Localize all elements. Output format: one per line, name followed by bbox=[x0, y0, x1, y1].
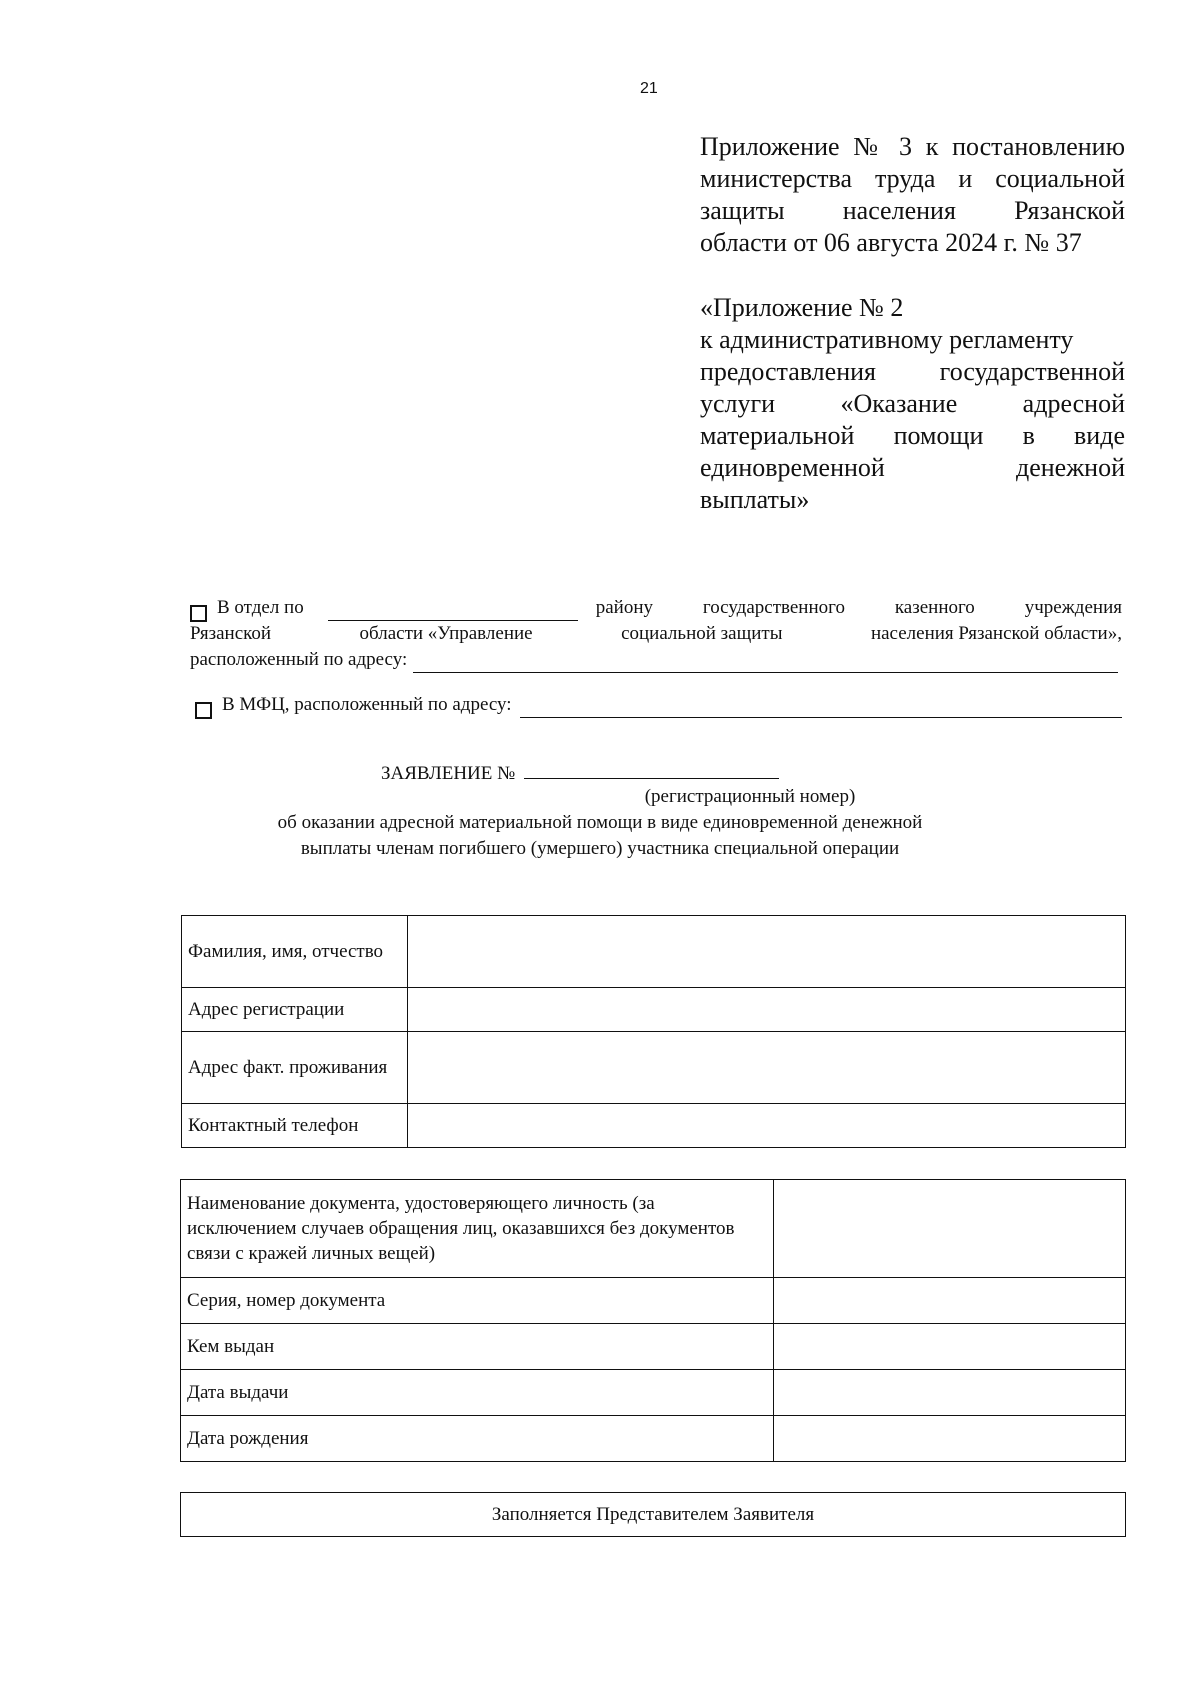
table-row bbox=[182, 988, 1126, 1032]
table-row bbox=[182, 1032, 1126, 1104]
document-field-value[interactable] bbox=[774, 1180, 1126, 1278]
personal-field-label: Адрес факт. проживания bbox=[182, 1032, 408, 1104]
reg-number-hint: (регистрационный номер) bbox=[644, 786, 856, 807]
application-title: ЗАЯВЛЕНИЕ № bbox=[380, 763, 516, 784]
annex-regulation-line: предоставления государственной bbox=[700, 357, 1125, 386]
table-row bbox=[181, 1416, 1126, 1462]
personal-field-label: Контактный телефон bbox=[182, 1104, 408, 1148]
department-line2-part: Рязанской bbox=[190, 623, 272, 644]
personal-field-label: Адрес регистрации bbox=[182, 988, 408, 1032]
table-row bbox=[182, 1104, 1126, 1148]
district-input-line[interactable] bbox=[328, 600, 578, 621]
document-field-value[interactable] bbox=[774, 1278, 1126, 1324]
annex-regulation-line: выплаты» bbox=[700, 485, 810, 514]
mfc-address-input-line[interactable] bbox=[520, 697, 1122, 718]
application-title-row bbox=[0, 758, 1200, 787]
personal-field-value[interactable] bbox=[408, 1104, 1126, 1148]
department-line2-part: населения Рязанской области», bbox=[870, 623, 1122, 644]
table-row bbox=[181, 1370, 1126, 1416]
document-field-label: Кем выдан bbox=[181, 1324, 774, 1370]
personal-field-value[interactable] bbox=[408, 988, 1126, 1032]
mfc-address-label: В МФЦ, расположенный по адресу: bbox=[222, 694, 512, 715]
personal-field-value[interactable] bbox=[408, 916, 1126, 988]
document-field-label: Серия, номер документа bbox=[181, 1278, 774, 1324]
application-subtitle-line: выплаты членам погибшего (умершего) участника специальной операции bbox=[300, 838, 900, 859]
annex-decree-line: защиты населения Рязанской bbox=[700, 196, 1125, 225]
personal-info-table bbox=[181, 915, 1126, 1148]
department-line2-part: социальной защиты bbox=[621, 623, 783, 644]
department-option bbox=[190, 595, 1122, 673]
annex-regulation-reference bbox=[700, 292, 1125, 516]
annex-regulation-line: услуги «Оказание адресной bbox=[700, 389, 1125, 418]
document-field-value[interactable] bbox=[774, 1324, 1126, 1370]
table-row bbox=[181, 1278, 1126, 1324]
representative-section-label: Заполняется Представителем Заявителя bbox=[181, 1493, 1126, 1537]
representative-section-table bbox=[180, 1492, 1126, 1537]
application-subtitle-line: об оказании адресной материальной помощи в виде единовременной денежной bbox=[277, 812, 923, 833]
department-prefix: В отдел по bbox=[217, 597, 304, 618]
table-row bbox=[181, 1180, 1126, 1278]
document-field-label: Наименование документа, удостоверяющего личность (за исключением случаев обращения лиц, оказавшихся без документов связи с кражей личных вещей) bbox=[181, 1180, 774, 1278]
mfc-option bbox=[195, 692, 1122, 718]
page-number: 21 bbox=[640, 80, 658, 97]
document-field-label: Дата рождения bbox=[181, 1416, 774, 1462]
annex-decree-reference bbox=[700, 131, 1125, 259]
annex-decree-line: области от 06 августа 2024 г. № 37 bbox=[700, 228, 1082, 257]
document-field-value[interactable] bbox=[774, 1370, 1126, 1416]
annex-decree-line: Приложение № 3 к постановлению bbox=[700, 132, 1125, 161]
department-middle-text: району государственного казенного учреждения bbox=[595, 597, 1122, 618]
department-address-label: расположенный по адресу: bbox=[190, 649, 408, 670]
annex-regulation-line: материальной помощи в виде bbox=[700, 421, 1125, 450]
department-address-input-line[interactable] bbox=[413, 652, 1118, 673]
reg-number-input-line[interactable] bbox=[524, 758, 779, 779]
personal-field-label: Фамилия, имя, отчество bbox=[182, 916, 408, 988]
document-field-value[interactable] bbox=[774, 1416, 1126, 1462]
document-field-label: Дата выдачи bbox=[181, 1370, 774, 1416]
annex-regulation-line: «Приложение № 2 bbox=[700, 293, 904, 322]
mfc-checkbox[interactable] bbox=[195, 702, 212, 719]
table-row bbox=[181, 1493, 1126, 1537]
annex-regulation-line: к административному регламенту bbox=[700, 325, 1074, 354]
department-checkbox[interactable] bbox=[190, 605, 207, 622]
department-line2-part: области «Управление bbox=[359, 623, 533, 644]
table-row bbox=[182, 916, 1126, 988]
table-row bbox=[181, 1324, 1126, 1370]
personal-field-value[interactable] bbox=[408, 1032, 1126, 1104]
annex-regulation-line: единовременной денежной bbox=[700, 453, 1125, 482]
annex-decree-line: министерства труда и социальной bbox=[700, 164, 1125, 193]
identity-document-table bbox=[180, 1179, 1126, 1462]
